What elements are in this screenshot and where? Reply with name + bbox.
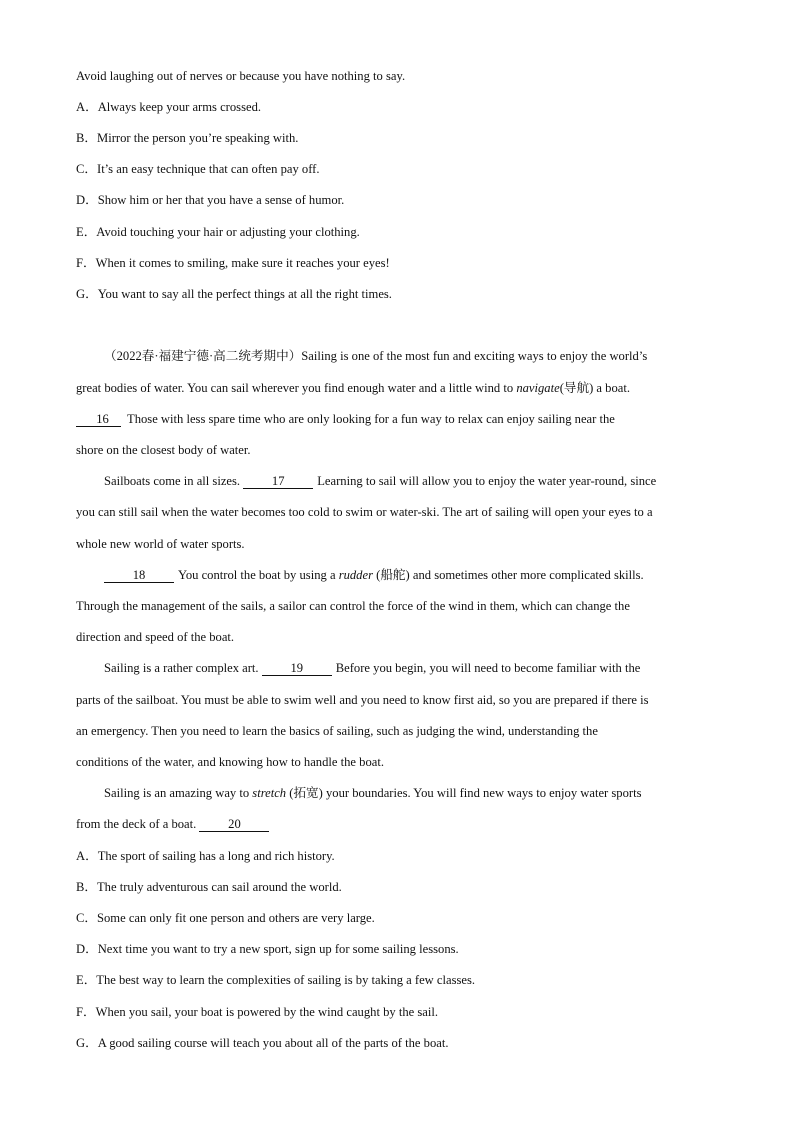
option-d: D．Next time you want to try a new sport, sign up for some sailing lessons. (76, 942, 459, 956)
paragraph-1-line-3 (76, 411, 615, 427)
text-run: Sailing is a rather complex art. (104, 661, 259, 675)
paragraph-1-line-2 (76, 380, 630, 396)
text-run: Those with less spare time who are only looking for a fun way to relax can enjoy sailing near the (127, 412, 615, 426)
paragraph-3-line-3: direction and speed of the boat. (76, 630, 235, 644)
paragraph-2-line-2: you can still sail when the water becomes too cold to swim or water-ski. The art of sailing will open your eyes to a (76, 505, 653, 519)
paragraph-5-line-1 (104, 785, 642, 801)
option-e: E．The best way to learn the complexities of sailing is by taking a few classes. (76, 973, 476, 987)
text-run: (船舵) and sometimes other more complicated skills. (372, 568, 644, 582)
paragraph-1-line-1: （2022春·福建宁德·高二统考期中）Sailing is one of the most fun and exciting ways to enjoy the world’s (104, 349, 648, 363)
italic-word: rudder (338, 568, 373, 582)
option-c: C．Some can only fit one person and others are very large. (76, 911, 375, 925)
paragraph-4-line-3: an emergency. Then you need to learn the basics of sailing, such as judging the wind, understanding the (76, 724, 598, 738)
paragraph-3-line-1 (104, 567, 644, 583)
option-b: B．The truly adventurous can sail around the world. (76, 880, 342, 894)
text-run: Sailing is an amazing way to (104, 786, 253, 800)
blank-number: 16 (96, 412, 109, 426)
text-run: Sailboats come in all sizes. (104, 474, 241, 488)
text-run: You control the boat by using a (178, 568, 339, 582)
paragraph-2-line-1 (104, 473, 656, 489)
text-run: (导航) a boat. (559, 381, 630, 395)
paragraph-5-line-2 (76, 816, 269, 832)
paragraph-4-line-2: parts of the sailboat. You must be able to swim well and you need to know first aid, so you are prepared if there is (76, 693, 649, 707)
text-run: (拓宽) your boundaries. You will find new ways to enjoy water sports (286, 786, 642, 800)
option-f: F．When it comes to smiling, make sure it reaches your eyes! (76, 256, 390, 270)
option-d: D．Show him or her that you have a sense of humor. (76, 193, 345, 207)
blank-20[interactable]: 20 (199, 817, 269, 832)
option-f: F．When you sail, your boat is powered by the wind caught by the sail. (76, 1005, 439, 1019)
option-c: C．It’s an easy technique that can often pay off. (76, 162, 320, 176)
italic-word: stretch (252, 786, 287, 800)
italic-word: navigate (516, 381, 560, 395)
text-run: Learning to sail will allow you to enjoy the water year-round, since (317, 474, 657, 488)
option-a: A．The sport of sailing has a long and rich history. (76, 849, 335, 863)
passage-last-line: Avoid laughing out of nerves or because you have nothing to say. (76, 69, 406, 83)
option-g: G．You want to say all the perfect things at all the right times. (76, 287, 392, 301)
paragraph-4-line-4: conditions of the water, and knowing how to handle the boat. (76, 755, 384, 769)
option-a: A．Always keep your arms crossed. (76, 100, 262, 114)
blank-19[interactable]: 19 (262, 661, 332, 676)
text-run: great bodies of water. You can sail wherever you find enough water and a little wind to (76, 381, 517, 395)
paragraph-2-line-3: whole new world of water sports. (76, 537, 245, 551)
paragraph-3-line-2: Through the management of the sails, a sailor can control the force of the wind in them, which can change the (76, 599, 630, 613)
text-run: Before you begin, you will need to become familiar with the (335, 661, 641, 675)
option-b: B．Mirror the person you’re speaking with. (76, 131, 299, 145)
paragraph-4-line-1 (104, 660, 640, 676)
blank-17[interactable]: 17 (243, 474, 313, 489)
text-run: from the deck of a boat. (76, 817, 197, 831)
option-e: E．Avoid touching your hair or adjusting your clothing. (76, 225, 360, 239)
blank-16[interactable] (76, 412, 121, 427)
option-g: G．A good sailing course will teach you about all of the parts of the boat. (76, 1036, 449, 1050)
paragraph-1-line-4: shore on the closest body of water. (76, 443, 251, 457)
blank-18[interactable]: 18 (104, 568, 174, 583)
